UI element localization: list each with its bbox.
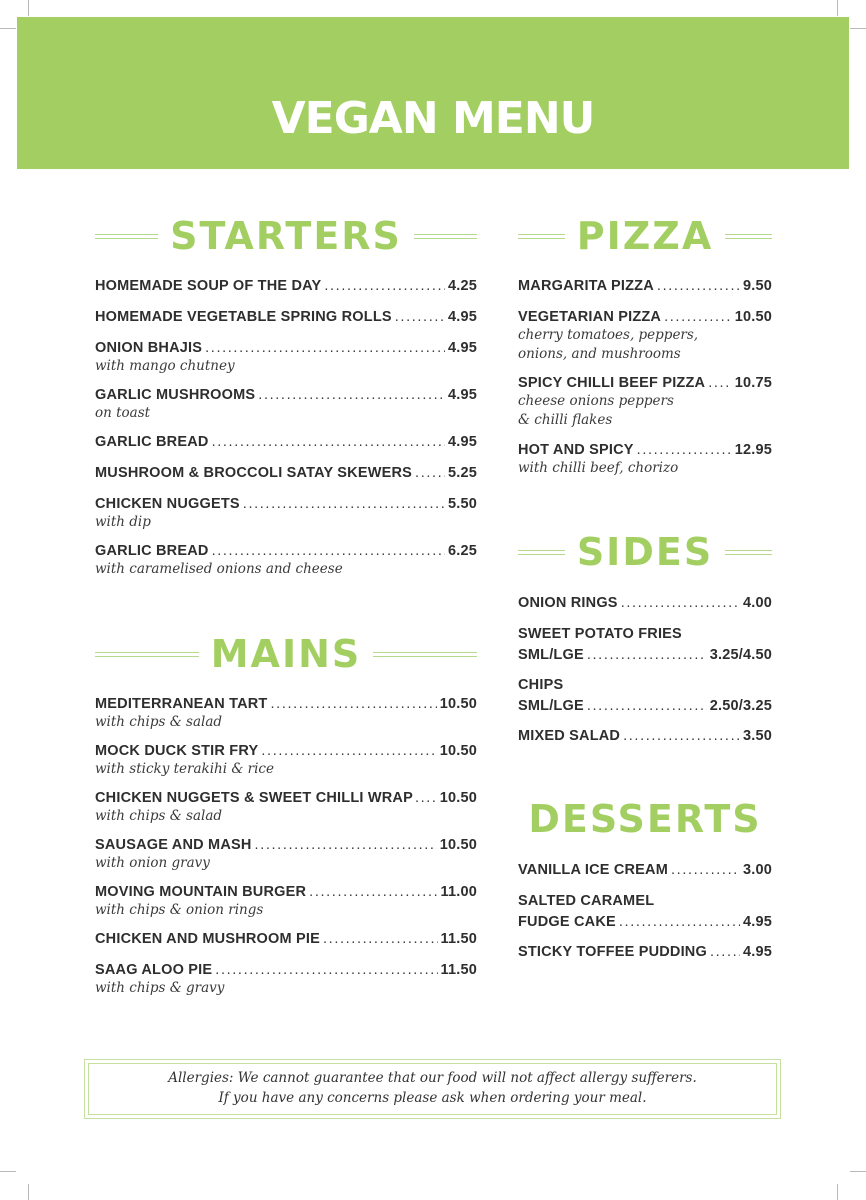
item-description: with chips & salad [95,714,223,730]
item-name: GARLIC BREAD [95,543,209,559]
heading-rule [95,652,199,657]
item-price: 12.95 [734,442,772,458]
menu-item [95,836,477,873]
leader-dots [309,883,437,901]
item-price: 5.25 [447,465,477,481]
menu-item [95,930,477,948]
item-name-line: CHIPS [518,677,564,693]
item-name: HOT AND SPICY [518,442,634,458]
allergy-line-1: Allergies: We cannot guarantee that our food will not affect allergy sufferers. [168,1070,697,1086]
item-name-line: SALTED CARAMEL [518,893,655,909]
item-name: VANILLA ICE CREAM [518,862,669,878]
sides-heading [518,532,772,572]
crop-mark [837,0,838,16]
item-name: SAUSAGE AND MASH [95,837,252,853]
item-price: 3.00 [742,862,772,878]
menu-item [95,464,477,482]
item-name: HOMEMADE VEGETABLE SPRING ROLLS [95,309,392,325]
mains-heading [95,634,477,674]
item-price: 10.50 [734,309,772,325]
item-price: 11.50 [440,931,477,947]
leader-dots [324,277,445,295]
menu-item [95,883,477,920]
section-title: STARTERS [170,214,402,258]
menu-item [518,594,772,612]
leader-dots [710,943,740,961]
item-price: 4.25 [447,278,477,294]
menu-item [518,676,772,715]
item-price: 4.95 [742,914,772,930]
item-name: MOVING MOUNTAIN BURGER [95,884,307,900]
menu-item [95,339,477,376]
item-price: 4.00 [742,595,772,611]
item-name: MEDITERRANEAN TART [95,696,268,712]
item-description: with chips & onion rings [95,902,264,918]
menu-item [95,277,477,295]
menu-item [95,433,477,451]
crop-mark [850,1171,866,1172]
leader-dots [619,913,740,931]
leader-dots [708,374,731,392]
item-price: 9.50 [742,278,772,294]
leader-dots [212,542,445,560]
heading-rule [725,550,772,555]
item-name: MIXED SALAD [518,728,621,744]
item-price: 3.25/4.50 [709,647,772,663]
menu-item [95,742,477,779]
heading-rule [518,234,565,239]
allergy-notice [84,1059,781,1119]
menu-item [95,495,477,532]
leader-dots [395,308,445,326]
heading-rule [95,234,158,239]
leader-dots [323,930,438,948]
leader-dots [271,695,437,713]
heading-rule [725,234,772,239]
item-price: 10.50 [439,837,477,853]
item-description: with onion gravy [95,855,210,871]
item-name: ONION BHAJIS [95,340,203,356]
item-description: with caramelised onions and cheese [95,561,343,577]
menu-item [95,542,477,579]
pizza-heading [518,216,772,256]
menu-item [518,727,772,745]
leader-dots [415,464,445,482]
item-name: CHICKEN AND MUSHROOM PIE [95,931,320,947]
item-name: MOCK DUCK STIR FRY [95,743,259,759]
item-name: SML/LGE [518,647,584,663]
item-description: cherry tomatoes, peppers, [518,327,699,343]
menu-item [518,374,772,430]
menu-item [518,441,772,478]
leader-dots [243,495,445,513]
item-price: 10.50 [439,743,477,759]
item-name: STICKY TOFFEE PUDDING [518,944,707,960]
item-price: 3.50 [742,728,772,744]
item-price: 4.95 [447,340,477,356]
section-title: MAINS [210,632,362,676]
item-name-line: SWEET POTATO FRIES [518,626,682,642]
crop-mark [850,28,866,29]
menu-item [518,943,772,961]
item-price: 4.95 [447,434,477,450]
item-price: 11.00 [440,884,477,900]
item-price: 4.95 [742,944,772,960]
heading-rule [518,550,565,555]
item-description: cheese onions peppers [518,393,674,409]
item-name: CHICKEN NUGGETS [95,496,240,512]
item-name: MUSHROOM & BROCCOLI SATAY SKEWERS [95,465,413,481]
item-name: SAAG ALOO PIE [95,962,213,978]
left-column [95,0,477,1200]
leader-dots [587,646,707,664]
item-name: SPICY CHILLI BEEF PIZZA [518,375,706,391]
item-price: 4.95 [447,309,477,325]
section-title: PIZZA [576,214,714,258]
item-name: MARGARITA PIZZA [518,278,654,294]
crop-mark [837,1184,838,1200]
heading-rule [373,652,477,657]
leader-dots [215,961,437,979]
menu-item [518,277,772,295]
leader-dots [205,339,445,357]
leader-dots [587,697,707,715]
leader-dots [621,594,740,612]
leader-dots [623,727,740,745]
section-title: DESSERTS [528,797,762,841]
item-price: 11.50 [440,962,477,978]
item-name: VEGETARIAN PIZZA [518,309,662,325]
menu-item [95,695,477,732]
leader-dots [261,742,436,760]
item-description: with dip [95,514,151,530]
menu-item [95,308,477,326]
crop-mark [0,1171,16,1172]
item-price: 10.50 [439,790,477,806]
starters-heading [95,216,477,256]
item-description: on toast [95,405,151,421]
item-price: 5.50 [447,496,477,512]
section-title: SIDES [576,530,714,574]
item-description: with mango chutney [95,358,235,374]
item-description: with chips & gravy [95,980,225,996]
menu-item [518,861,772,879]
item-price: 6.25 [447,543,477,559]
item-name: HOMEMADE SOUP OF THE DAY [95,278,322,294]
item-name: GARLIC BREAD [95,434,209,450]
item-price: 10.75 [734,375,772,391]
leader-dots [258,386,445,404]
heading-rule [414,234,477,239]
item-description: & chilli flakes [518,412,613,428]
item-price: 4.95 [447,387,477,403]
leader-dots [212,433,445,451]
item-price: 2.50/3.25 [709,698,772,714]
desserts-heading [518,799,772,839]
leader-dots [664,308,732,326]
menu-item [518,308,772,364]
item-description: with sticky terakihi & rice [95,761,274,777]
menu-title: VEGAN MENU [271,93,595,144]
item-name: GARLIC MUSHROOMS [95,387,256,403]
leader-dots [637,441,732,459]
item-description: onions, and mushrooms [518,346,681,362]
crop-mark [28,1184,29,1200]
menu-item [95,386,477,423]
crop-mark [28,0,29,16]
item-name: SML/LGE [518,698,584,714]
item-name: FUDGE CAKE [518,914,616,930]
allergy-line-2: If you have any concerns please ask when ordering your meal. [218,1090,647,1106]
leader-dots [255,836,437,854]
leader-dots [415,789,438,807]
crop-mark [0,28,16,29]
leader-dots [671,861,740,879]
item-price: 10.50 [439,696,477,712]
leader-dots [657,277,740,295]
item-name: CHICKEN NUGGETS & SWEET CHILLI WRAP [95,790,413,806]
item-description: with chilli beef, chorizo [518,460,679,476]
menu-item [518,892,772,931]
item-description: with chips & salad [95,808,223,824]
right-column [518,0,772,1200]
item-name: ONION RINGS [518,595,618,611]
menu-item [518,625,772,664]
menu-item [95,961,477,998]
menu-item [95,789,477,826]
